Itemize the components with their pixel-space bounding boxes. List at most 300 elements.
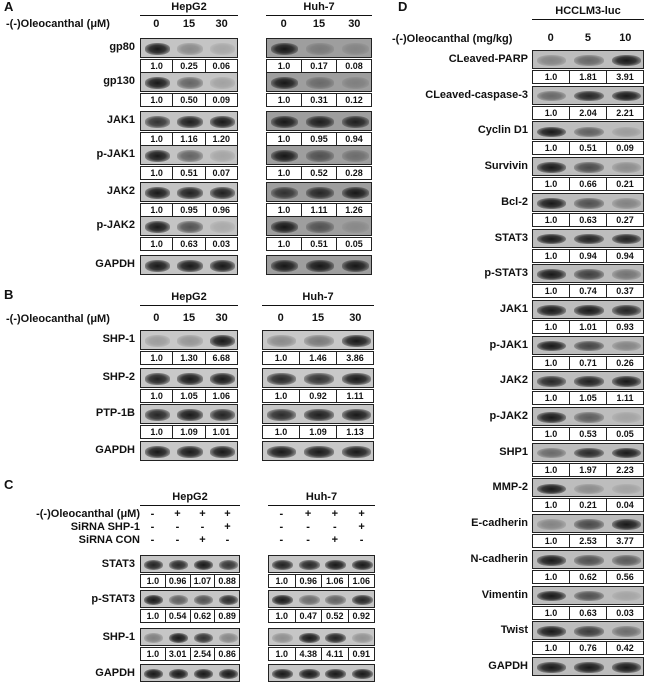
protein-band-2 [210, 116, 235, 127]
protein-band-1 [177, 373, 202, 384]
protein-band-2 [342, 43, 370, 54]
protein-value: 1.0 [267, 94, 302, 106]
protein-band-1 [574, 127, 603, 138]
protein-band-1 [177, 187, 202, 198]
protein-quant [532, 356, 644, 370]
protein-quant [262, 351, 374, 365]
treatment-sign: + [199, 508, 206, 520]
protein-band-2 [194, 633, 214, 643]
protein-label: JAK1 [499, 302, 528, 315]
protein-value: 1.0 [141, 60, 173, 72]
protein-value: 0.47 [296, 610, 323, 622]
protein-band-2 [342, 373, 371, 384]
protein-value: 0.94 [570, 250, 607, 262]
protein-blot [532, 514, 644, 533]
condition-label: -(-)Oleocanthal (μM) [6, 18, 110, 30]
protein-band-1 [177, 116, 202, 127]
protein-band-0 [145, 150, 170, 161]
protein-quant [532, 427, 644, 441]
protein-value: 1.30 [173, 352, 205, 364]
concentration-label: 0 [280, 18, 287, 30]
protein-value: 0.42 [616, 643, 634, 654]
protein-label: Survivin [484, 160, 528, 173]
protein-value: 1.0 [533, 499, 570, 511]
protein-value: 1.0 [141, 575, 166, 587]
protein-blot [266, 38, 372, 58]
protein-band-0 [537, 55, 566, 66]
protein-band-1 [304, 335, 333, 346]
protein-band-0 [272, 560, 293, 570]
protein-band-0 [537, 484, 566, 495]
protein-band-0 [537, 198, 566, 209]
protein-value: 6.68 [212, 353, 231, 363]
protein-label: gp130 [103, 75, 135, 87]
protein-value: 1.0 [267, 167, 302, 179]
protein-band-2 [612, 626, 641, 637]
protein-band-2 [612, 234, 641, 245]
protein-band-2 [210, 260, 235, 271]
protein-value: 0.28 [345, 168, 363, 178]
protein-value: 1.0 [263, 390, 300, 402]
protein-band-0 [272, 669, 293, 679]
protein-band-2 [210, 409, 235, 420]
protein-band-0 [271, 260, 299, 271]
protein-value: 0.31 [302, 94, 337, 106]
protein-blot [532, 193, 644, 212]
protein-value: 1.0 [533, 571, 570, 583]
cell-line-label: HepG2 [171, 1, 207, 13]
protein-band-2 [342, 77, 370, 88]
protein-band-2 [612, 127, 641, 138]
protein-band-2 [342, 260, 370, 271]
protein-value: 1.81 [570, 71, 607, 83]
protein-band-1 [169, 669, 189, 679]
protein-value: 1.0 [141, 426, 173, 438]
protein-value: 0.04 [616, 500, 634, 511]
protein-value: 1.0 [533, 357, 570, 369]
treatment-sign: - [150, 521, 155, 533]
treatment-sign: + [358, 508, 365, 520]
protein-quant [262, 425, 374, 439]
cell-line-underline [262, 305, 374, 306]
treatment-sign: - [306, 534, 310, 546]
protein-band-0 [271, 221, 299, 232]
protein-blot [140, 255, 238, 275]
protein-band-3 [219, 669, 239, 679]
protein-band-0 [145, 409, 170, 420]
protein-blot [532, 264, 644, 283]
protein-band-2 [612, 662, 641, 673]
protein-value: 0.52 [322, 610, 349, 622]
protein-value: 0.96 [296, 575, 323, 587]
protein-label: JAK1 [106, 114, 135, 126]
protein-blot [532, 586, 644, 605]
protein-label: p-JAK2 [489, 410, 528, 422]
protein-value: 1.0 [533, 607, 570, 619]
protein-value: 1.0 [533, 285, 570, 297]
protein-value: 0.05 [616, 429, 634, 439]
protein-band-0 [267, 335, 296, 346]
protein-band-1 [177, 221, 202, 232]
protein-blot [140, 145, 238, 165]
protein-quant [532, 141, 644, 155]
protein-value: 0.93 [616, 321, 634, 332]
protein-band-3 [352, 669, 373, 679]
protein-blot [266, 255, 372, 275]
protein-band-0 [537, 519, 566, 530]
protein-quant [532, 534, 644, 548]
concentration-label: 15 [182, 312, 196, 324]
protein-band-2 [612, 55, 641, 66]
protein-band-2 [325, 669, 346, 679]
protein-value: 3.91 [616, 72, 634, 82]
concentration-label: 0 [547, 32, 554, 44]
protein-quant [532, 284, 644, 298]
protein-band-1 [177, 77, 202, 88]
treatment-sign: - [150, 508, 155, 520]
protein-quant [140, 203, 238, 217]
protein-quant [268, 609, 375, 623]
protein-band-3 [219, 560, 239, 570]
protein-value: 1.26 [345, 205, 363, 215]
protein-value: 0.12 [345, 95, 363, 105]
protein-band-1 [169, 560, 189, 570]
treatment-sign: + [224, 508, 231, 520]
protein-value: 1.0 [263, 352, 300, 364]
protein-value: 2.04 [570, 107, 607, 119]
protein-label: p-STAT3 [484, 267, 528, 280]
protein-value: 0.26 [616, 357, 634, 368]
protein-band-2 [194, 560, 214, 570]
treatment-sign: - [333, 521, 337, 533]
protein-value: 1.0 [141, 133, 173, 145]
protein-value: 0.74 [570, 285, 607, 297]
treatment-sign: - [359, 534, 364, 546]
protein-blot [532, 371, 644, 390]
protein-band-2 [194, 669, 214, 679]
treatment-sign: - [175, 521, 180, 533]
protein-label: SHP1 [499, 445, 528, 458]
protein-band-0 [145, 187, 170, 198]
protein-label: Vimentin [481, 588, 528, 601]
protein-value: 2.53 [570, 535, 607, 547]
protein-band-0 [267, 373, 296, 384]
protein-quant [532, 498, 644, 512]
protein-band-1 [574, 305, 603, 316]
protein-blot [268, 555, 375, 573]
cell-line-underline [266, 15, 372, 16]
protein-band-1 [574, 162, 603, 173]
protein-blot [532, 121, 644, 140]
protein-band-1 [177, 43, 202, 54]
protein-band-1 [299, 560, 320, 570]
treatment-sign: - [306, 521, 310, 533]
cell-line-label: Huh-7 [305, 491, 338, 503]
protein-band-2 [325, 633, 346, 643]
cell-line-underline [140, 15, 238, 16]
protein-quant [532, 391, 644, 405]
protein-band-2 [342, 446, 371, 457]
treatment-sign: + [174, 508, 181, 520]
protein-band-1 [574, 341, 603, 352]
protein-blot [140, 590, 240, 608]
condition-label: SiRNA CON [78, 534, 140, 546]
protein-label: GAPDH [95, 444, 135, 456]
protein-blot [266, 111, 372, 131]
protein-value: 0.62 [570, 571, 607, 583]
protein-value: 0.62 [191, 610, 216, 622]
panel-letter-d: D [398, 0, 408, 14]
protein-value: 1.46 [300, 352, 337, 364]
protein-band-2 [612, 591, 641, 602]
protein-band-1 [574, 448, 603, 459]
concentration-label: 15 [312, 18, 326, 30]
protein-value: 1.11 [346, 391, 364, 401]
protein-value: 0.96 [212, 205, 231, 215]
protein-value: 0.92 [300, 390, 337, 402]
protein-band-2 [342, 187, 370, 198]
protein-blot [140, 628, 240, 646]
protein-band-1 [169, 633, 189, 643]
treatment-sign: - [279, 534, 284, 546]
cell-line-label: HCCLM3-luc [555, 5, 621, 17]
protein-band-1 [574, 412, 603, 423]
protein-label: STAT3 [101, 558, 135, 570]
protein-band-2 [612, 484, 641, 495]
protein-band-2 [612, 269, 641, 280]
protein-value: 0.27 [616, 214, 634, 225]
protein-quant [268, 647, 375, 661]
protein-value: 3.01 [166, 648, 191, 660]
treatment-sign: - [150, 534, 155, 546]
protein-band-2 [210, 150, 235, 161]
protein-quant [140, 574, 240, 588]
protein-band-1 [169, 595, 189, 605]
protein-band-0 [537, 412, 566, 423]
protein-band-0 [267, 446, 296, 457]
protein-value: 0.08 [345, 61, 363, 71]
protein-value: 1.0 [269, 575, 296, 587]
protein-band-2 [210, 187, 235, 198]
protein-value: 0.54 [166, 610, 191, 622]
concentration-label: 0 [277, 312, 284, 324]
treatment-sign: + [224, 521, 231, 533]
protein-value: 1.0 [141, 167, 173, 179]
protein-band-0 [144, 595, 164, 605]
protein-value: 1.0 [533, 107, 570, 119]
protein-label: SHP-2 [102, 371, 135, 383]
protein-value: 0.92 [352, 611, 371, 621]
protein-value: 1.0 [141, 94, 173, 106]
protein-blot [140, 330, 238, 350]
protein-quant [140, 132, 238, 146]
protein-blot [532, 478, 644, 497]
protein-band-1 [299, 595, 320, 605]
protein-value: 1.09 [300, 426, 337, 438]
protein-band-2 [342, 116, 370, 127]
protein-band-1 [306, 221, 334, 232]
panel-letter-c: C [4, 477, 14, 492]
protein-value: 0.95 [173, 204, 205, 216]
treatment-sign: - [279, 508, 284, 520]
protein-band-0 [145, 260, 170, 271]
protein-band-2 [210, 43, 235, 54]
protein-value: 0.50 [173, 94, 205, 106]
concentration-label: 0 [153, 18, 160, 30]
protein-value: 1.11 [616, 393, 634, 404]
protein-blot [532, 407, 644, 426]
protein-label: JAK2 [499, 374, 528, 387]
protein-label: JAK2 [106, 185, 135, 197]
protein-label: GAPDH [95, 258, 135, 270]
protein-band-1 [306, 260, 334, 271]
protein-band-0 [272, 633, 293, 643]
protein-blot [266, 216, 372, 236]
protein-band-1 [574, 91, 603, 102]
protein-value: 1.0 [263, 426, 300, 438]
protein-value: 0.09 [212, 95, 231, 105]
protein-band-0 [145, 43, 170, 54]
protein-blot [532, 229, 644, 248]
protein-value: 1.0 [267, 204, 302, 216]
protein-value: 1.0 [533, 321, 570, 333]
protein-label: GAPDH [95, 667, 135, 679]
protein-band-2 [325, 595, 346, 605]
protein-band-0 [145, 77, 170, 88]
protein-quant [266, 132, 372, 146]
protein-band-2 [612, 198, 641, 209]
treatment-sign: - [175, 534, 180, 546]
protein-blot [262, 404, 374, 424]
protein-band-1 [574, 555, 603, 566]
cell-line-label: Huh-7 [303, 1, 335, 13]
protein-band-2 [342, 409, 371, 420]
protein-value: 1.20 [212, 134, 231, 144]
protein-quant [262, 389, 374, 403]
protein-value: 0.51 [302, 238, 337, 250]
protein-label: SHP-1 [102, 333, 135, 345]
cell-line-underline [140, 505, 240, 506]
protein-band-1 [304, 373, 333, 384]
protein-band-2 [612, 162, 641, 173]
protein-band-0 [537, 555, 566, 566]
protein-blot [532, 50, 644, 69]
protein-value: 1.05 [173, 390, 205, 402]
protein-band-0 [537, 162, 566, 173]
protein-value: 1.11 [302, 204, 337, 216]
protein-value: 0.06 [212, 61, 231, 71]
treatment-sign: + [331, 508, 339, 520]
concentration-label: 15 [182, 18, 196, 30]
protein-quant [532, 106, 644, 120]
protein-quant [532, 570, 644, 584]
protein-quant [140, 93, 238, 107]
protein-band-1 [306, 77, 334, 88]
protein-value: 1.0 [141, 204, 173, 216]
protein-value: 3.77 [616, 536, 634, 547]
protein-value: 0.94 [345, 134, 363, 144]
protein-band-0 [537, 662, 566, 673]
protein-label: SHP-1 [102, 631, 135, 643]
protein-band-0 [271, 77, 299, 88]
condition-label: -(-)Oleocanthal (μM) [6, 313, 110, 325]
cell-line-underline [140, 305, 238, 306]
protein-blot [532, 336, 644, 355]
protein-value: 1.09 [173, 426, 205, 438]
protein-band-1 [177, 446, 202, 457]
protein-label: p-JAK1 [489, 338, 528, 351]
protein-blot [532, 657, 644, 676]
protein-blot [140, 368, 238, 388]
protein-blot [268, 590, 375, 608]
protein-band-0 [537, 91, 566, 102]
protein-band-0 [537, 127, 566, 138]
protein-band-1 [304, 409, 333, 420]
protein-band-3 [352, 560, 373, 570]
protein-quant [268, 574, 375, 588]
protein-value: 0.63 [173, 238, 205, 250]
treatment-sign: + [304, 508, 312, 520]
treatment-sign: + [358, 521, 365, 533]
protein-band-2 [210, 221, 235, 232]
cell-line-label: HepG2 [172, 491, 208, 503]
protein-value: 1.0 [141, 390, 173, 402]
protein-band-1 [177, 409, 202, 420]
protein-value: 1.06 [352, 576, 371, 586]
protein-band-1 [304, 446, 333, 457]
protein-blot [140, 38, 238, 58]
protein-band-2 [342, 221, 370, 232]
protein-label: p-JAK1 [96, 148, 135, 160]
protein-band-0 [145, 446, 170, 457]
protein-value: 0.95 [302, 133, 337, 145]
protein-value: 0.07 [212, 168, 231, 178]
protein-value: 0.25 [173, 60, 205, 72]
protein-value: 1.0 [269, 648, 296, 660]
protein-band-3 [352, 595, 373, 605]
protein-label: N-cadherin [470, 552, 528, 565]
protein-band-0 [145, 116, 170, 127]
protein-value: 0.09 [616, 143, 634, 154]
treatment-sign: - [279, 521, 284, 533]
protein-value: 0.96 [166, 575, 191, 587]
protein-value: 4.11 [322, 648, 349, 660]
protein-blot [140, 72, 238, 92]
protein-blot [262, 330, 374, 350]
protein-band-1 [306, 43, 334, 54]
protein-band-0 [537, 305, 566, 316]
protein-band-0 [145, 221, 170, 232]
protein-value: 0.37 [616, 286, 634, 297]
protein-blot [532, 157, 644, 176]
cell-line-underline [532, 19, 644, 20]
protein-band-0 [271, 150, 299, 161]
protein-band-0 [271, 116, 299, 127]
protein-value: 1.97 [570, 464, 607, 476]
protein-label: E-cadherin [471, 517, 528, 530]
protein-value: 0.91 [352, 649, 371, 659]
treatment-sign: + [331, 534, 339, 546]
protein-label: STAT3 [494, 231, 528, 244]
protein-blot [140, 664, 240, 682]
protein-value: 1.0 [141, 238, 173, 250]
protein-band-1 [574, 662, 603, 673]
protein-value: 1.0 [533, 178, 570, 190]
protein-blot [532, 550, 644, 569]
protein-value: 0.66 [570, 178, 607, 190]
protein-quant [140, 351, 238, 365]
protein-quant [140, 425, 238, 439]
